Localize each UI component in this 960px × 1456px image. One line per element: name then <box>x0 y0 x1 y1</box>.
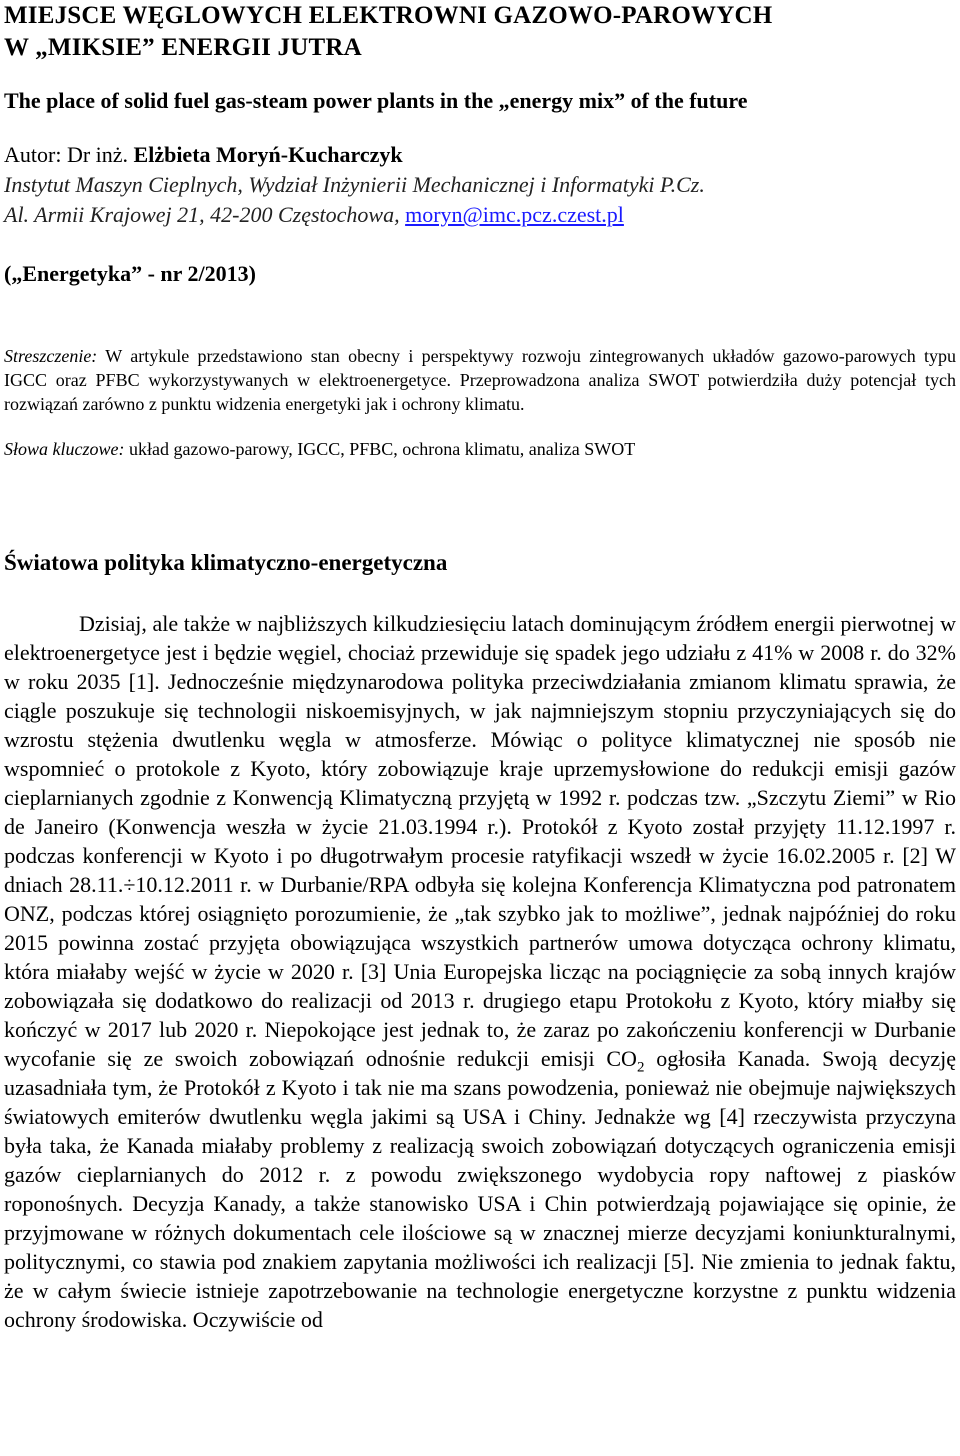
paragraph-part-2: ogłosiła Kanada. Swoją decyzję uzasadniała tym, że Protokół z Kyoto i tak nie ma szans powodzenia, ponieważ nie obejmuje największych światowych emiterów dwutlenku węgla jakimi są USA i Chiny. Jednakże wg [4] rzeczywista przyczyna była taka, że Kanada miałaby problemy z realizacją swoich zobowiązań dotyczących ograniczenia emisji gazów cieplarnianych do 2012 r. z powodu zwiększonego wydobycia ropy naftowej z piasków roponośnych. Decyzja Kanady, a także stanowisko USA i Chin potwierdzają pojawiające się opinie, że przyjmowane w różnych dokumentach cele ilościowe są w znacznej mierze decyzjami koniunkturalnymi, politycznymi, co stawia pod znakiem zapytania możliwości ich realizacji [5]. Nie zmienia to jednak faktu, że w całym świecie istnieje zapotrzebowanie na technologie energetyczne korzystne z punktu widzenia ochrony środowiska. Oczywiście od <box>4 1046 957 1332</box>
paragraph-part-1: Dzisiaj, ale także w najbliższych kilkudziesięciu latach dominującym źródłem energii pierwotnej w elektroenergetyce jest i będzie węgiel, chociaż przewiduje się spadek jego udziału z 41% w 2008 r. do 32% w roku 2035 [1]. Jednocześnie międzynarodowa polityka przeciwdziałania zmianom klimatu sprawia, że ciągle poszukuje się technologii niskoemisyjnych, w jak najmniejszym stopniu przyczyniających się do wzrostu stężenia dwutlenku węgla w atmosferze. Mówiąc o polityce klimatycznej nie sposób nie wspomnieć o protokole z Kyoto, który zobowiązuje kraje uprzemysłowione do redukcji emisji gazów cieplarnianych zgodnie z Konwencją Klimatyczną przyjętą w 1992 r. podczas tzw. „Szczytu Ziemi” w Rio de Janeiro (Konwencja weszła w życie 21.03.1994 r.). Protokół z Kyoto został przyjęty 11.12.1997 r. podczas konferencji w Kyoto i po długotrwałym procesie ratyfikacji wszedł w życie 16.02.2005 r. [2] W dniach 28.11.÷10.12.2011 r. w Durbanie/RPA odbyła się kolejna Konferencja Klimatyczna pod patronatem ONZ, podczas której osiągnięto porozumienie, że „tak szybko jak to możliwe”, jednak najpóźniej do roku 2015 powinna zostać przyjęta obowiązująca wszystkich partnerów umowa dotycząca ochrony klimatu, która miałaby wejść w życie w 2020 r. [3] Unia Europejska licząc na pociągnięcie za sobą innych krajów zobowiązała się dodatkowo do realizacji od 2013 r. drugiego etapu Protokołu z Kyoto, który miałby się kończyć w 2017 lub 2020 r. Niepokojące jest jednak to, że zaraz po zakończeniu konferencji w Durbanie wycofanie się ze swoich zobowiązań odnośnie redukcji emisji CO <box>4 611 956 1071</box>
affiliation <box>4 170 956 230</box>
author-name: Elżbieta Moryń-Kucharczyk <box>133 142 403 167</box>
address-text: Al. Armii Krajowej 21, 42-200 Częstochowa, <box>4 202 406 227</box>
author-email-link[interactable]: moryn@imc.pcz.czest.pl <box>405 202 624 227</box>
co2-subscript: 2 <box>636 1059 645 1076</box>
affiliation-line-1: Instytut Maszyn Cieplnych, Wydział Inżynierii Mechanicznej i Informatyki P.Cz. <box>4 172 705 197</box>
keywords <box>4 437 956 461</box>
abstract <box>4 344 956 416</box>
abstract-text: W artykule przedstawiono stan obecny i perspektywy rozwoju zintegrowanych układów gazowo-parowych typu IGCC oraz PFBC wykorzystywanych w elektroenergetyce. Przeprowadzona analiza SWOT potwierdziła duży potencjał tych rozwiązań zarówno z punktu widzenia energetyki jak i ochrony klimatu. <box>4 346 956 414</box>
title-line-1: MIEJSCE WĘGLOWYCH ELEKTROWNI GAZOWO-PAROWYCH <box>4 2 773 29</box>
journal-reference: („Energetyka” - nr 2/2013) <box>4 261 256 286</box>
section-heading: Światowa polityka klimatyczno-energetyczna <box>4 550 448 575</box>
paper-title <box>4 0 956 64</box>
title-line-2: W „MIKSIE” ENERGII JUTRA <box>4 34 362 61</box>
author-line <box>4 140 956 170</box>
document-page <box>4 0 956 1334</box>
affiliation-line-2 <box>4 200 956 230</box>
author-label: Autor: Dr inż. <box>4 142 134 167</box>
keywords-label: Słowa kluczowe: <box>4 439 125 459</box>
english-title: The place of solid fuel gas-steam power plants in the „energy mix” of the future <box>4 88 748 113</box>
abstract-label: Streszczenie: <box>4 346 98 366</box>
body-paragraph <box>4 609 956 1334</box>
keywords-text: układ gazowo-parowy, IGCC, PFBC, ochrona klimatu, analiza SWOT <box>124 439 636 459</box>
